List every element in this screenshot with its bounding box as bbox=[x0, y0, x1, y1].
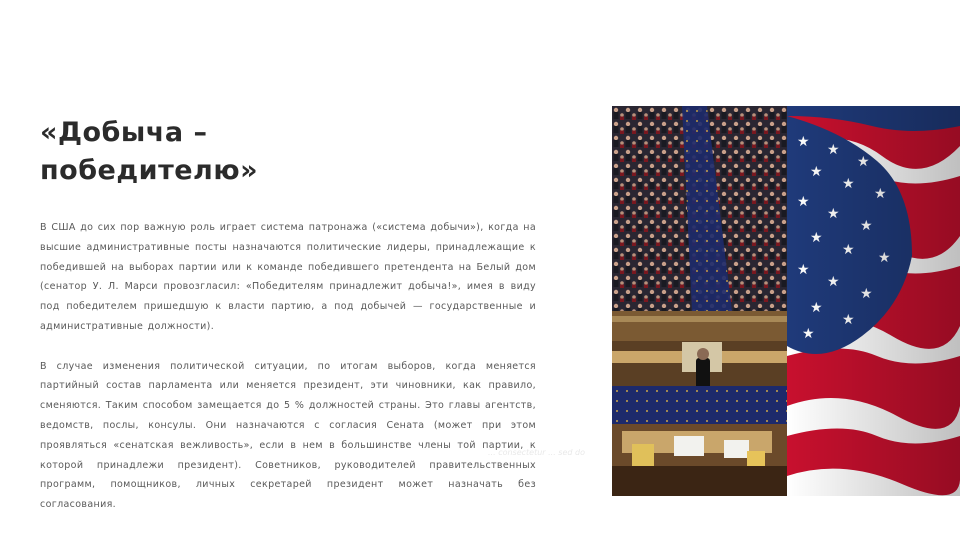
slide-body bbox=[40, 218, 536, 515]
paragraph-1: В США до сих пор важную роль играет система патронажа («система добычи»), когда на высшие административные посты назначаются политические лидеры, принадлежащие к победившей на выборах партии или к команде победившего претендента на Белый дом (сенатор У. Л. Марси провозгласил: «Победителям принадлежит добыча!», имея в виду под победителем пришедшую к власти партию, а под добычей — государственные и административные должности). bbox=[40, 222, 536, 332]
placeholder-ghost-text: ... consectetur ... sed do bbox=[488, 448, 585, 457]
congress-flag-photo bbox=[612, 106, 960, 496]
paragraph-2: В случае изменения политической ситуации, по итогам выборов, когда меняется партийный состав парламента или меняется президент, эти чиновники, как правило, сменяются. Таким способом замещается до 5 % должностей страны. Это главы агентств, ведомств, послы, консулы. Они назначаются с согласия Сената (может при этом проявляться «сенатская вежливость», если в нем в большинстве члены той партии, к которой принадлежи президент). Советников, руководителей правительственных программ, помощников, личных секретарей президент может назначать без согласования. bbox=[40, 360, 536, 511]
slide-title: «Добыча – победителю» bbox=[40, 117, 259, 186]
